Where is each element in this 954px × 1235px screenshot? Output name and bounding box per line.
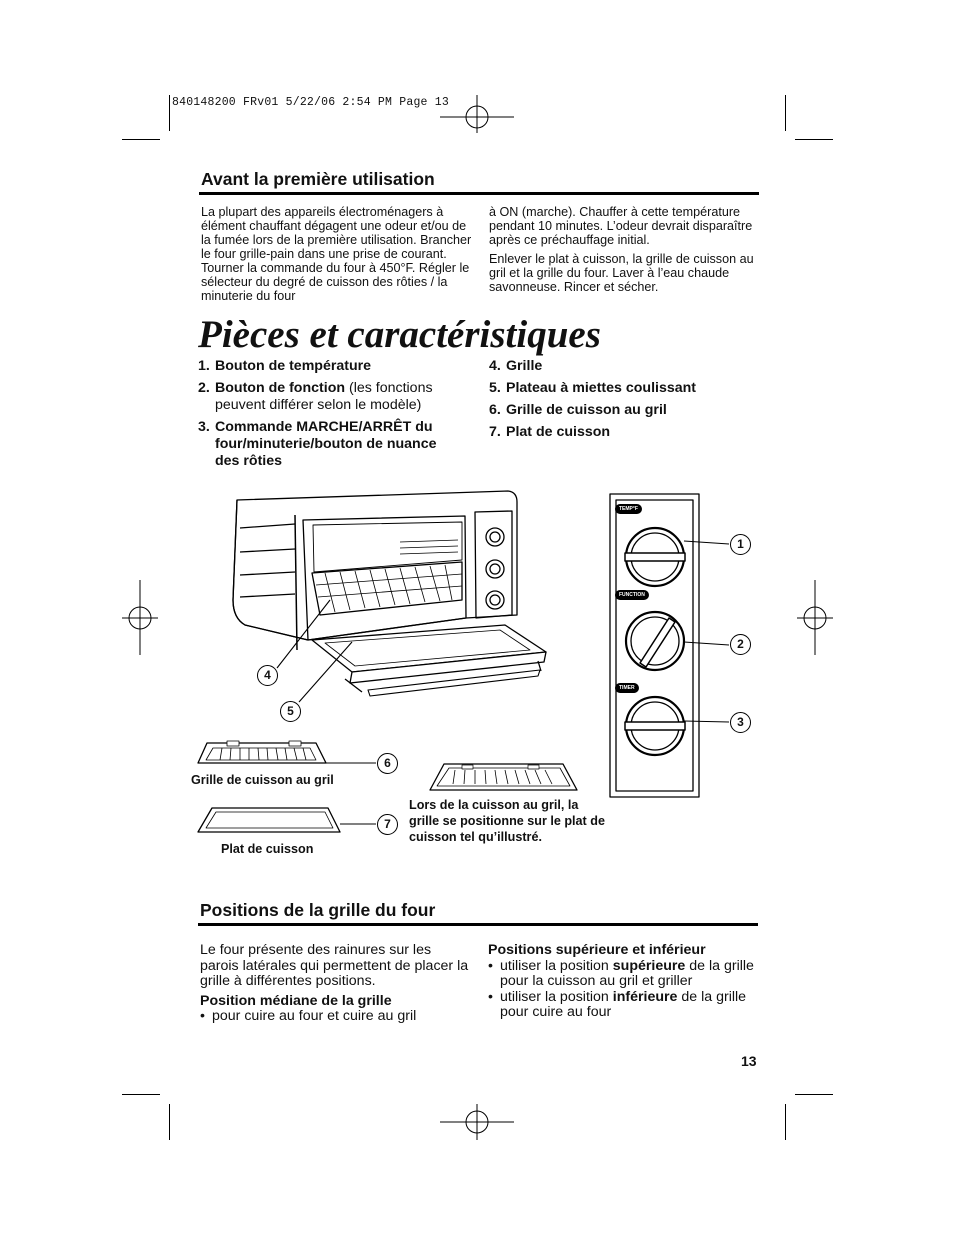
bake-pan-caption: Plat de cuisson [221, 842, 314, 856]
section-heading-first-use: Avant la première utilisation [201, 169, 435, 189]
broil-note-caption: Lors de la cuisson au gril, la grille se positionne sur le plat de cuisson tel qu’illustré. [409, 798, 605, 844]
page-number: 13 [741, 1053, 757, 1069]
first-use-paragraph-2: à ON (marche). Chauffer à cette température pendant 10 minutes. L’odeur devrait disparaître après ce préchauffage initial. [489, 205, 753, 247]
list-item: 7. Plat de cuisson [489, 424, 611, 440]
broil-rack-caption: Grille de cuisson au gril [191, 773, 334, 787]
list-item: 3. Commande MARCHE/ARRÊT du four/minuterie/bouton de nuance des rôties [198, 419, 437, 469]
list-item: • pour cuire au four et cuire au gril [200, 1008, 417, 1024]
callout-2: 2 [730, 634, 751, 655]
list-item: 2. Bouton de fonction (les fonctions peuvent différer selon le modèle) [198, 380, 433, 413]
list-item: 5. Plateau à miettes coulissant [489, 380, 697, 396]
first-use-paragraph-3: Enlever le plat à cuisson, la grille de cuisson au gril et la grille du four. Laver à l’eau chaude savonneuse. Rincer et sécher. [489, 252, 754, 294]
function-label: FUNCTION [615, 590, 649, 600]
timer-label: TIMER [615, 683, 639, 693]
list-item: 6. Grille de cuisson au gril [489, 402, 667, 418]
callout-1: 1 [730, 534, 751, 555]
middle-position-heading: Position médiane de la grille [200, 992, 392, 1009]
first-use-paragraph-1: La plupart des appareils électroménagers à élément chauffant dégagent une odeur et/ou de la fumée lors de la première utilisation. Brancher le four grille-pain dans une prise de courant. Tourner la commande du four à 450°F. Régler le sélecteur du degré de cuisson des rôties / la minuterie du four [201, 205, 472, 303]
rack-positions-col2 [488, 943, 760, 1021]
list-item: 1. Bouton de température [198, 358, 372, 374]
print-slug: 840148200 FRv01 5/22/06 2:54 PM Page 13 [172, 96, 449, 109]
list-item: • utiliser la position inférieure de la grille pour cuire au four [488, 988, 747, 1020]
page-title: Pièces et caractéristiques [198, 313, 601, 356]
list-item: 4. Grille [489, 358, 543, 374]
callout-7: 7 [377, 814, 398, 835]
list-item: • utiliser la position supérieure de la grille pour la cuisson au gril et griller [488, 957, 754, 989]
callout-5: 5 [280, 701, 301, 722]
section-heading-rack-positions: Positions de la grille du four [200, 900, 436, 920]
callout-4: 4 [257, 665, 278, 686]
temp-label: TEMP°F [615, 504, 642, 514]
updown-heading: Positions supérieure et inférieur [488, 942, 706, 958]
callout-3: 3 [730, 712, 751, 733]
callout-6: 6 [377, 753, 398, 774]
rack-intro: Le four présente des rainures sur les parois latérales qui permettent de placer la grille à différentes positions. [200, 942, 469, 989]
section-rule [198, 923, 758, 926]
rack-positions-col1 [200, 943, 472, 1025]
